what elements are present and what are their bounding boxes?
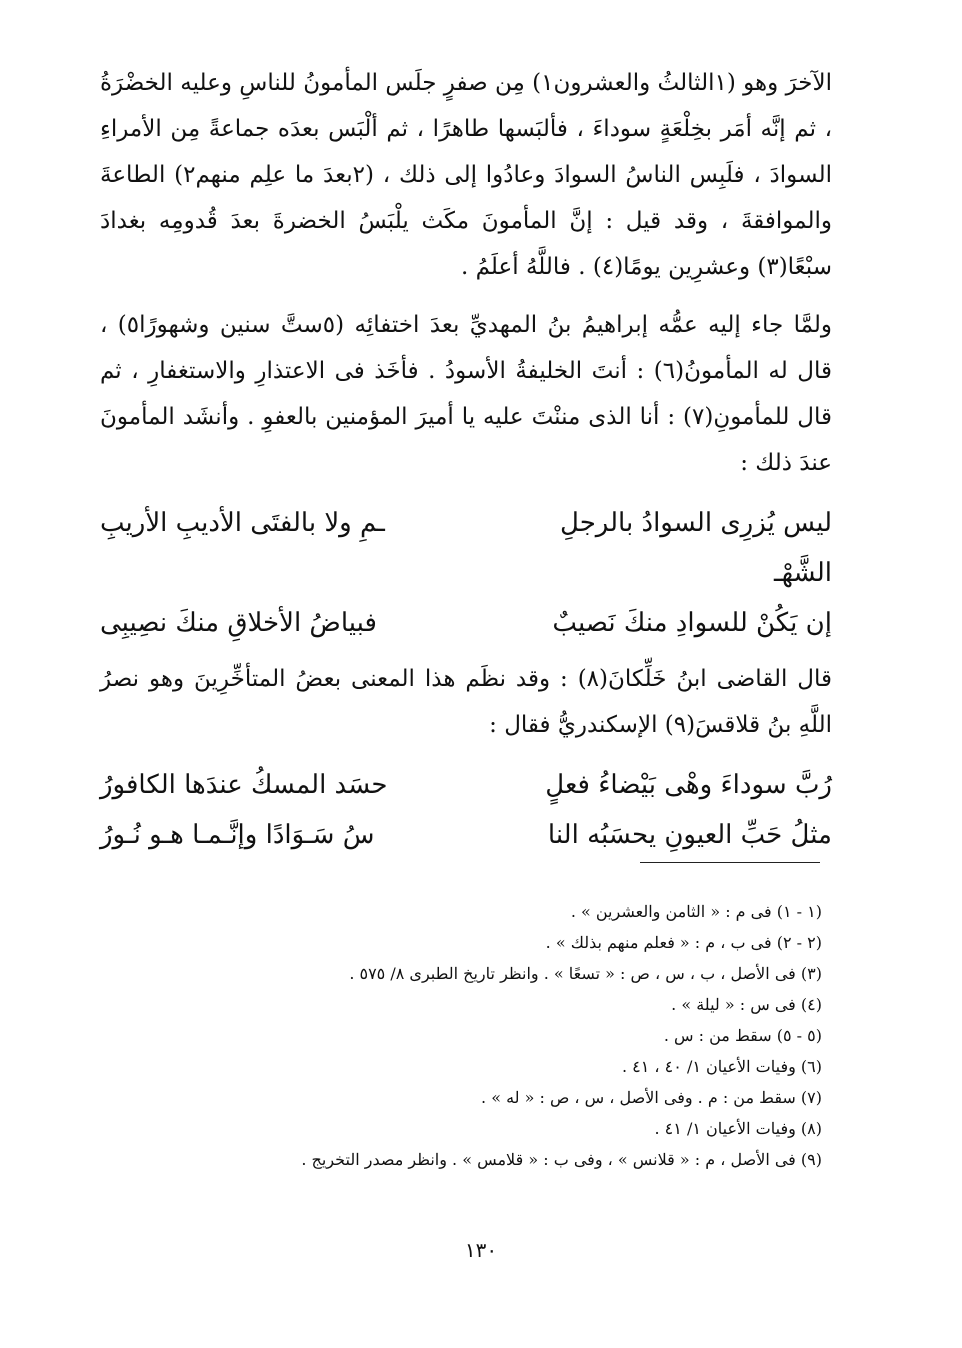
- footnote-divider: [640, 862, 820, 863]
- verse-hemistich: فبياضُ الأخلاقِ منكَ نصِيبِى: [100, 608, 377, 638]
- footnote: (٧) سقط من : م . وفى الأصل ، س ، ص : « له » .: [481, 1088, 822, 1107]
- verse-hemistich: مثلُ حَبِّ العيونِ يحسَبُه النا: [547, 820, 832, 850]
- verse-hemistich: ليس يُزرِى السوادُ بالرجلِ الشَّهْـ: [560, 508, 832, 588]
- page-number: ١٣٠: [464, 1238, 498, 1262]
- main-text: [100, 60, 832, 868]
- verse-line: [100, 498, 832, 598]
- paragraph: الآخرَ وهو (١الثالثُ والعشرون١) مِن صفرٍ جلَس المأمونُ للناسِ وعليه الخضْرَةُ ، ثم إنَّه أمَر بخِلْعَةٍ سوداءَ ، فألبَسها طاهرًا ، ثم ألْبَس بعدَه جماعةً مِن الأمراءِ السوادَ ، فلَبِس الناسُ السوادَ وعادُوا إلى ذلك ، (٢بعدَ ما علِم منهم٢) الطاعةَ والموافقةَ ، وقد قيل : إنَّ المأمونَ مكَث يلْبَسُ الخضرةَ بعدَ قُدومِه بغدادَ سبْعًا(٣) وعشرِين يومًا(٤) . فاللَّهُ أعلَمُ .: [100, 70, 832, 280]
- verse-hemistich: حسَد المسكُ عندَها الكافورُ: [100, 770, 388, 800]
- footnote: (٤) فى س : « ليلة » .: [671, 995, 822, 1014]
- paragraph: ولمَّا جاء إليه عمُّه إبراهيمُ بنُ المهديِّ بعدَ اختفائِه (٥ستَّ سنين وشهورًا٥) ، قال له المأمونُ(٦) : أنتَ الخليفةُ الأسودُ . فأخَذ فى الاعتذارِ والاستغفارِ ، ثم قال للمأمونِ(٧) : أنا الذى مننْتَ عليه يا أميرَ المؤمنين بالعفوِ . وأنشَد المأمونَ عندَ ذلك :: [100, 312, 833, 476]
- footnote: (٩) فى الأصل ، م : « قلانس » ، وفى ب : « قلامس » . وانظر مصدر التخريج .: [301, 1150, 822, 1169]
- verse-hemistich: رُبَّ سوداءَ وهْى بَيْضاءُ فعلٍ: [545, 770, 832, 800]
- verse-line: [100, 810, 832, 860]
- footnote: (٢ - ٢) فى ب ، م : « فعلم منهم بذلك » .: [545, 933, 822, 952]
- verse-hemistich: سُ سَـوَادًا وإنَّـمـا هـو نُـورُ: [100, 820, 375, 850]
- footnote: (٦) وفيات الأعيان ١/ ٤٠ ، ٤١ .: [621, 1057, 822, 1076]
- footnote: (٨) وفيات الأعيان ١/ ٤١ .: [654, 1119, 822, 1138]
- verse-line: [100, 760, 832, 810]
- footnote: (٣) فى الأصل ، ب ، س ، ص : « تسعًا » . وانظر تاريخ الطبرى ٨/ ٥٧٥ .: [349, 964, 822, 983]
- verse-hemistich: إن يَكُنْ للسوادِ منكَ نَصيبٌ: [552, 608, 832, 638]
- poem: [100, 760, 832, 860]
- footnote: (٥ - ٥) سقط من : س .: [663, 1026, 822, 1045]
- footnotes: [122, 896, 822, 1175]
- footnote: (١ - ١) فى م : « الثامن والعشرين » .: [570, 902, 822, 921]
- poem: [100, 498, 832, 648]
- paragraph: قال القاضى ابنُ خَلِّكانَ(٨) : وقد نظَم هذا المعنى بعضُ المتأخِّرِينَ وهو نصرُ اللَّهِ بنُ قلاقسَ(٩) الإسكندريُّ فقال :: [100, 666, 832, 738]
- verse-line: [100, 598, 832, 648]
- verse-hemistich: ـمِ ولا بالفتَى الأديبِ الأريبِ: [100, 508, 385, 538]
